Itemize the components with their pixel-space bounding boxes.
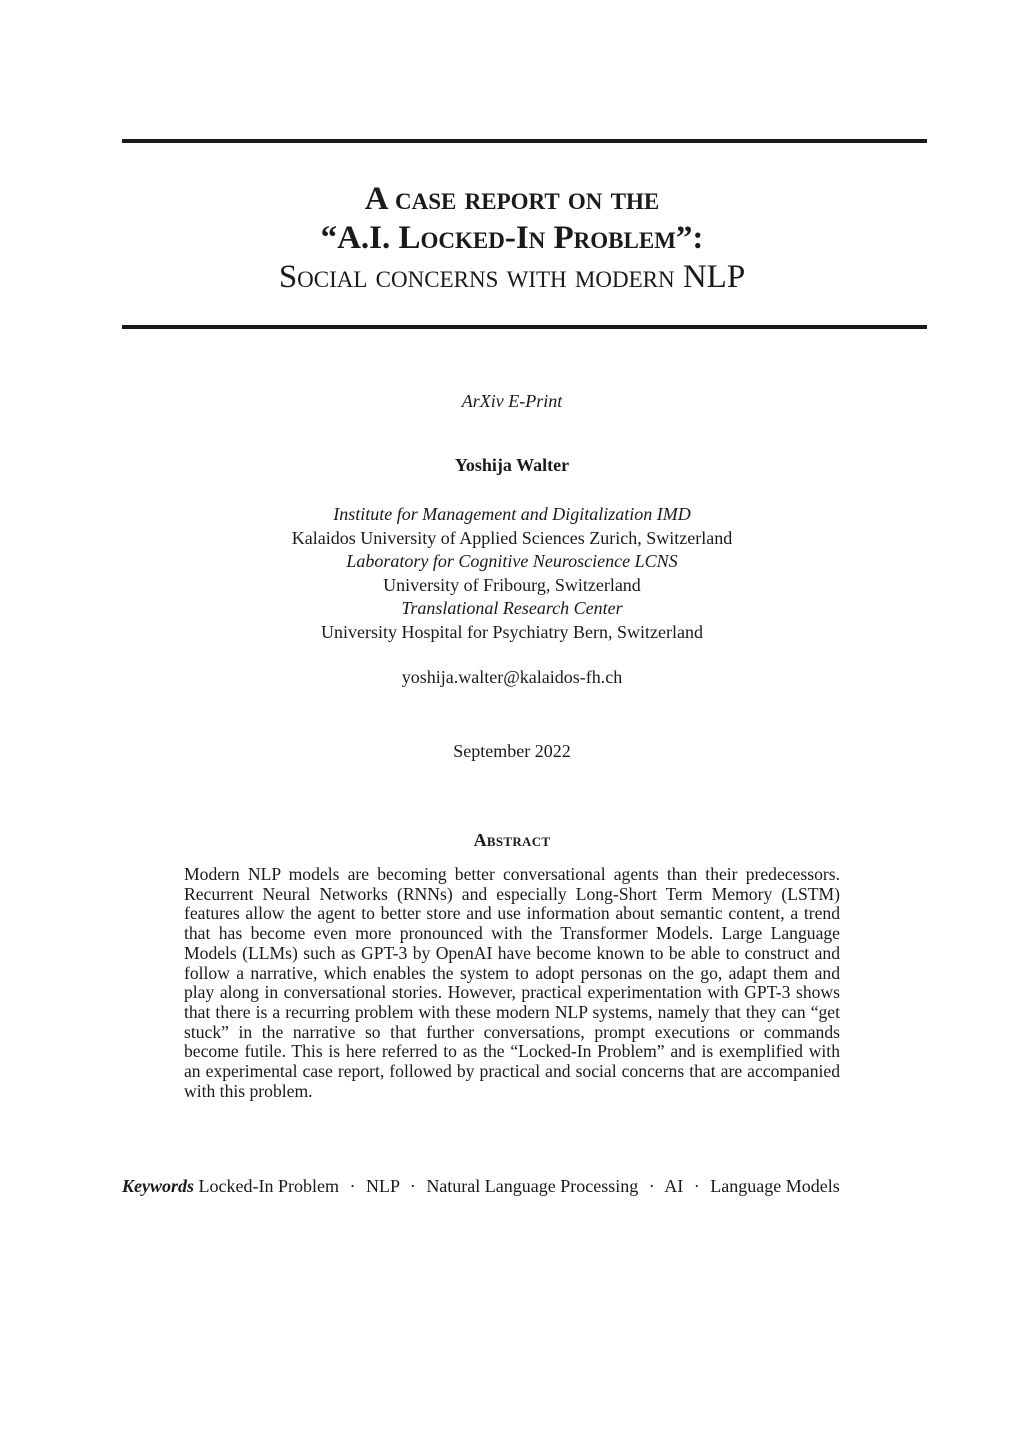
keyword-separator: ·	[693, 1176, 700, 1196]
paper-title	[0, 180, 1024, 297]
title-line-1: A case report on the	[364, 181, 660, 217]
affiliation-line: Translational Research Center	[401, 598, 623, 618]
abstract-heading: Abstract	[473, 830, 551, 850]
keyword-item: Language Models	[710, 1176, 840, 1196]
title-line-3: Social concerns with modern NLP	[278, 259, 746, 295]
keyword-separator: ·	[409, 1176, 416, 1196]
affiliation-line: Institute for Management and Digitalization IMD	[333, 504, 691, 524]
keyword-separator: ·	[648, 1176, 655, 1196]
publication-date: September 2022	[453, 741, 571, 761]
keyword-item: NLP	[365, 1176, 400, 1196]
keyword-item: AI	[664, 1176, 684, 1196]
affiliation-line: University of Fribourg, Switzerland	[383, 574, 641, 595]
keywords-label: Keywords	[122, 1176, 194, 1196]
affiliation-line: Kalaidos University of Applied Sciences Zurich, Switzerland	[291, 527, 733, 548]
title-bottom-rule	[122, 325, 927, 329]
abstract-body: Modern NLP models are becoming better conversational agents than their predecessors. Recurrent Neural Networks (RNNs) and especially Long-Short Term Memory (LSTM) features allow the agent to better store and use information about semantic content, a trend that has become even more pronounced with the Transformer Models. Large Language Models (LLMs) such as GPT-3 by OpenAI have become known to be able to construct and follow a narrative, which enables the system to adopt personas on the go, adapt them and play along in conversational stories. However, practical experimentation with GPT-3 shows that there is a recurring problem with these modern NLP systems, namely that they can “get stuck” in the narrative so that further conversations, prompt executions or commands become futile. This is here referred to as the “Locked-In Problem” and is exemplified with an experimental case report, followed by practical and social concerns that are accompanied with this problem.	[184, 864, 840, 1101]
title-top-rule	[122, 139, 927, 143]
keywords-line	[122, 1176, 840, 1197]
keyword-separator: ·	[349, 1176, 356, 1196]
title-line-2: “A.I. Locked-In Problem”:	[320, 220, 704, 256]
author-email: yoshija.walter@kalaidos-fh.ch	[401, 667, 623, 687]
affiliations	[0, 503, 1024, 644]
author-name: Yoshija Walter	[454, 455, 570, 475]
affiliation-line: Laboratory for Cognitive Neuroscience LCNS	[346, 551, 678, 571]
keyword-item: Natural Language Processing	[426, 1176, 639, 1196]
keyword-item: Locked-In Problem	[198, 1176, 339, 1196]
eprint-label: ArXiv E-Print	[461, 391, 563, 411]
affiliation-line: University Hospital for Psychiatry Bern, Switzerland	[321, 621, 703, 642]
